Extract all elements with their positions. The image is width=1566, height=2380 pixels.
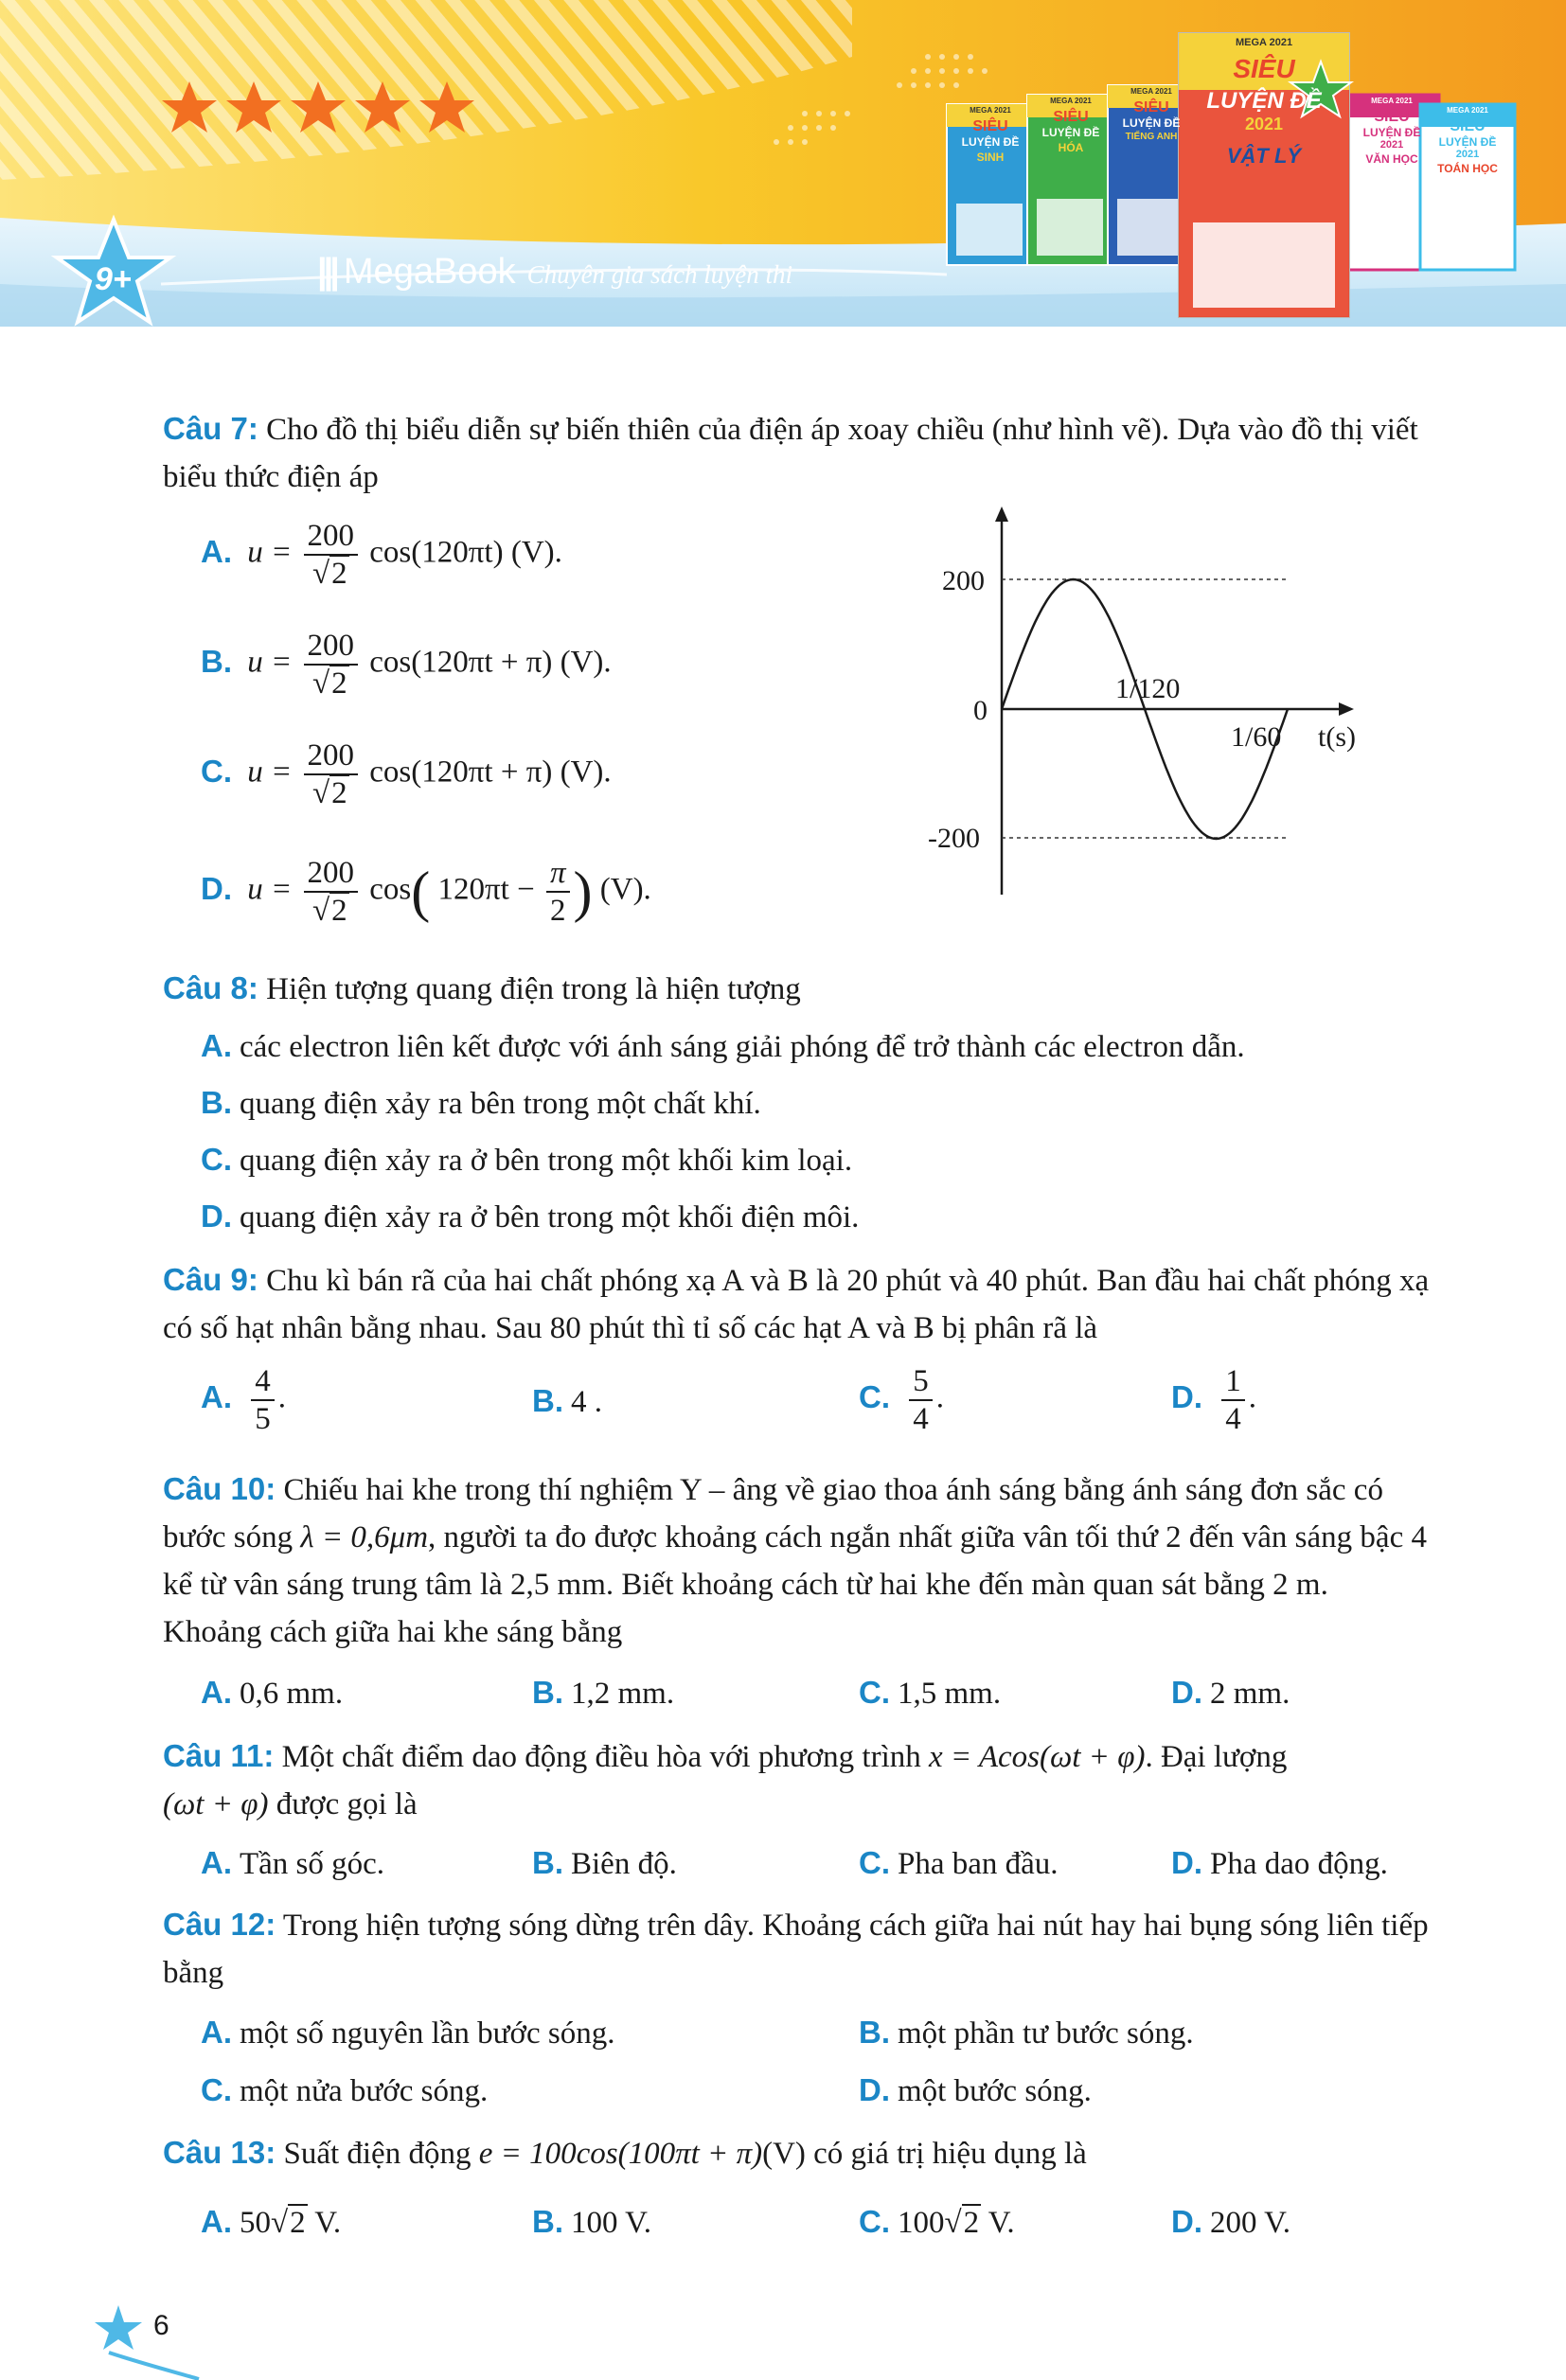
option-unit: (V). [560, 645, 612, 680]
book-year: 2021 [1244, 115, 1284, 133]
book-series: MEGA 2021 [1371, 97, 1413, 105]
question-text: Trong hiện tượng sóng dừng trên dây. Khoảng cách giữa hai nút hay hai bụng sóng liên tiếp bằng [163, 1909, 1429, 1990]
option-suffix: V. [307, 2206, 342, 2240]
option-expression-prefix: cos [369, 872, 412, 907]
question-text-1: Chiếu hai khe trong thí nghiệm Y – âng về giao thoa ánh sáng bằng ánh sáng đơn sắc có bước sóng [163, 1473, 1383, 1554]
option-label: A. [201, 1028, 232, 1063]
y-bottom-label: -200 [928, 823, 980, 854]
option-fraction [304, 628, 359, 702]
option-expression-inner: 120πt − [437, 872, 535, 907]
brand-name: MegaBook [343, 252, 516, 292]
header-banner [0, 0, 1566, 327]
equation: e = 100cos(100πt + π) [478, 2137, 763, 2171]
option-label: B. [859, 2015, 890, 2050]
option-label: B. [532, 1383, 563, 1418]
option-label: D. [1171, 2204, 1202, 2239]
option-label: D. [1171, 1675, 1202, 1710]
book-title-2: LUYỆN ĐỀ [961, 135, 1020, 149]
option-label: A. [201, 1845, 232, 1880]
option-label: D. [1171, 1845, 1202, 1880]
book-year: 2021 [1379, 139, 1404, 151]
option-unit: (V). [510, 535, 562, 570]
book-series: MEGA 2021 [1235, 37, 1293, 48]
book-series: MEGA 2021 [1447, 106, 1488, 115]
q7-option-d[interactable] [201, 855, 651, 929]
option-label: B. [532, 2204, 563, 2239]
q9-option-c[interactable] [859, 1363, 944, 1437]
fraction-denominator: √2 [311, 557, 347, 591]
fraction-denominator: √2 [311, 776, 347, 810]
option-fraction [304, 737, 359, 811]
option-unit: (V). [599, 872, 651, 907]
equation: x = Acos(ωt + φ) [929, 1740, 1146, 1774]
book-series: MEGA 2021 [970, 106, 1011, 115]
option-suffix: V. [981, 2206, 1015, 2240]
x-unit-label: t(s) [1318, 721, 1356, 753]
q10-option-b[interactable] [532, 1674, 674, 1713]
question-text-2: . Đại lượng [1145, 1740, 1288, 1774]
question-12 [163, 1901, 1432, 1997]
book-subject: VẬT LÝ [1226, 144, 1302, 168]
q11-option-a[interactable] [201, 1844, 384, 1883]
brand-logo[interactable] [317, 252, 792, 293]
book-series: MEGA 2021 [1050, 97, 1092, 105]
book-title: SIÊU [1450, 118, 1486, 134]
option-label: A. [201, 533, 232, 569]
option-label: A. [201, 2015, 232, 2050]
fraction-denominator: 5 [255, 1402, 271, 1436]
book-title-2: LUYỆN ĐỀ [1438, 135, 1497, 149]
option-text: một bước sóng. [898, 2074, 1092, 2108]
book-vat-ly [1179, 33, 1349, 317]
option-label: B. [532, 1675, 563, 1710]
option-suffix: . [1248, 1380, 1256, 1415]
radicand: 2 [331, 776, 347, 810]
fraction-denominator: 4 [1225, 1402, 1241, 1436]
q11-option-d[interactable] [1171, 1844, 1388, 1883]
radicand: 2 [290, 2206, 306, 2240]
option-fraction [251, 1363, 275, 1437]
option-label: C. [201, 753, 232, 789]
q12-option-d[interactable] [859, 2071, 1092, 2110]
question-8 [163, 965, 1432, 1013]
question-13 [163, 2129, 1432, 2177]
question-label: Câu 8: [163, 970, 258, 1005]
option-label: B. [201, 643, 232, 679]
fraction-numerator: 5 [909, 1363, 933, 1401]
q8-option-d[interactable] [201, 1198, 859, 1236]
option-text: 1,2 mm. [571, 1677, 675, 1711]
q12-option-c[interactable] [201, 2071, 488, 2110]
q10-option-d[interactable] [1171, 1674, 1290, 1713]
option-expression: cos(120πt + π) [369, 755, 553, 790]
book-toan-hoc [1420, 106, 1515, 175]
option-label: D. [201, 1199, 232, 1234]
question-text: Cho đồ thị biểu diễn sự biến thiên của điện áp xoay chiều (như hình vẽ). Dựa vào đồ thị viết biểu thức điện áp [163, 413, 1418, 494]
question-11 [163, 1732, 1432, 1828]
question-9 [163, 1256, 1432, 1352]
q13-option-c[interactable]: C. 100√2 V. [859, 2204, 1015, 2240]
option-label: A. [201, 1378, 232, 1414]
fraction-numerator: π [546, 855, 570, 893]
option-text: một số nguyên lần bước sóng. [240, 2016, 615, 2051]
option-lhs: u = [247, 872, 293, 907]
q7-option-b[interactable] [201, 628, 612, 702]
option-prefix: 100 [898, 2206, 945, 2240]
paren-open: ( [411, 861, 431, 923]
option-label: A. [201, 2204, 232, 2239]
option-expression: cos(120πt + π) [369, 645, 553, 680]
book-title: SIÊU [1233, 54, 1295, 83]
badge-text: 9+ [95, 261, 132, 297]
option-text: Pha dao động. [1210, 1847, 1388, 1881]
option-label: C. [859, 2204, 890, 2239]
fraction-denominator: 2 [549, 894, 566, 928]
question-label: Câu 10: [163, 1471, 276, 1506]
option-text: 200 V. [1210, 2206, 1290, 2240]
phase-expression: (ωt + φ) [163, 1787, 269, 1821]
option-fraction [1221, 1363, 1245, 1437]
option-label: C. [859, 1378, 890, 1414]
x-end-label: 1/60 [1231, 721, 1282, 753]
book-subject: HÓA [1058, 141, 1084, 154]
q12-option-b[interactable] [859, 2014, 1194, 2052]
question-text: Hiện tượng quang điện trong là hiện tượng [258, 972, 801, 1006]
option-lhs: u = [247, 645, 293, 680]
fraction-numerator: 4 [251, 1363, 275, 1401]
q8-option-b[interactable] [201, 1084, 761, 1123]
option-text: 100 V. [571, 2206, 651, 2240]
option-lhs: u = [247, 755, 293, 790]
question-text-2: (V) có giá trị hiệu dụng là [762, 2137, 1087, 2171]
brand-mark-icon: ||| [317, 252, 336, 292]
radicand: 2 [331, 894, 347, 928]
option-text: các electron liên kết được với ánh sáng giải phóng để trở thành các electron dẫn. [240, 1030, 1245, 1064]
option-text: một nửa bước sóng. [240, 2074, 489, 2108]
q13-option-d[interactable] [1171, 2203, 1290, 2242]
question-10 [163, 1465, 1432, 1656]
fraction-denominator: 4 [913, 1402, 929, 1436]
option-text: quang điện xảy ra bên trong một chất khí. [240, 1087, 761, 1121]
fraction-numerator: 200 [304, 628, 359, 666]
y-zero-label: 0 [973, 695, 988, 726]
option-label: B. [532, 1845, 563, 1880]
book-subject: VĂN HỌC [1365, 152, 1418, 166]
question-label: Câu 11: [163, 1738, 275, 1773]
fraction-numerator: 200 [304, 518, 359, 556]
option-label: D. [201, 870, 232, 906]
question-text-1: Suất điện động [276, 2137, 479, 2171]
q7-option-a[interactable] [201, 518, 562, 592]
option-text: 4 . [571, 1385, 602, 1419]
q7-voltage-graph [909, 506, 1363, 904]
q8-option-c[interactable] [201, 1141, 852, 1180]
book-title: SIÊU [1133, 99, 1169, 115]
book-sinh [947, 106, 1034, 164]
option-label: C. [201, 1142, 232, 1177]
q11-option-b[interactable] [532, 1844, 677, 1883]
question-label: Câu 9: [163, 1262, 258, 1297]
option-text: 0,6 mm. [240, 1677, 344, 1711]
option-label: D. [1171, 1378, 1202, 1414]
question-label: Câu 13: [163, 2135, 276, 2170]
question-label: Câu 12: [163, 1907, 276, 1942]
inner-fraction [546, 855, 570, 929]
q10-option-c[interactable] [859, 1674, 1001, 1713]
option-text: 2 mm. [1210, 1677, 1290, 1711]
book-title: SIÊU [1053, 109, 1089, 125]
option-label: C. [859, 1675, 890, 1710]
q7-option-c[interactable] [201, 737, 612, 811]
question-text: Chu kì bán rã của hai chất phóng xạ A và B là 20 phút và 40 phút. Ban đầu hai chất phóng xạ có số hạt nhân bằng nhau. Sau 80 phút thì tỉ số các hạt A và B bị phân rã là [163, 1264, 1430, 1345]
option-text: Tần số góc. [240, 1847, 385, 1881]
book-title-2: LUYỆN ĐỀ [1362, 126, 1421, 139]
q9-option-d[interactable] [1171, 1363, 1256, 1437]
question-text-2: , người ta đo được khoảng cách ngắn nhất giữa vân tối thứ 2 đến vân sáng bậc 4 kể từ vân sáng trung tâm là 2,5 mm. Biết khoảng cách từ hai khe đến màn quan sát bằng 2 m. Khoảng cách giữa hai khe sáng bằng [163, 1520, 1427, 1649]
book-tieng-anh [1108, 87, 1195, 142]
option-label: D. [859, 2072, 890, 2107]
q11-option-c[interactable] [859, 1844, 1059, 1883]
book-title: SIÊU [972, 118, 1008, 134]
radicand: 2 [963, 2206, 980, 2240]
question-text-1: Một chất điểm dao động điều hòa với phương trình [274, 1740, 929, 1774]
option-text: quang điện xảy ra ở bên trong một khối điện môi. [240, 1200, 860, 1234]
fraction-denominator: √2 [311, 894, 347, 928]
question-label: Câu 7: [163, 411, 258, 446]
q9-option-a[interactable] [201, 1363, 286, 1437]
book-subject: SINH [976, 151, 1005, 164]
q8-option-a[interactable] [201, 1027, 1245, 1066]
option-unit: (V). [560, 755, 612, 790]
option-lhs: u = [247, 535, 293, 570]
book-title-2: LUYỆN ĐỀ [1041, 126, 1100, 139]
option-fraction [304, 518, 359, 592]
book-subject: TOÁN HỌC [1437, 162, 1498, 175]
option-fraction [304, 855, 359, 929]
book-title-2: LUYỆN ĐỀ [1122, 116, 1181, 130]
book-title-2: LUYỆN ĐỀ [1206, 88, 1322, 114]
option-label: C. [201, 2072, 232, 2107]
q9-option-b[interactable] [532, 1382, 602, 1421]
q10-option-a[interactable] [201, 1674, 343, 1713]
q13-option-b[interactable] [532, 2203, 651, 2242]
q12-option-a[interactable] [201, 2014, 614, 2052]
wavelength-expression: λ = 0,6μm [300, 1520, 429, 1554]
page-number: 6 [153, 2310, 169, 2341]
book-series: MEGA 2021 [1130, 87, 1172, 96]
option-label: B. [201, 1085, 232, 1120]
radicand: 2 [331, 666, 347, 701]
option-expression: cos(120πt) [369, 535, 504, 570]
y-top-label: 200 [942, 565, 985, 596]
fraction-numerator: 200 [304, 855, 359, 893]
x-axis-arrow [1339, 702, 1354, 716]
option-text: Pha ban đầu. [898, 1847, 1059, 1881]
q13-option-a[interactable]: A. 50√2 V. [201, 2204, 342, 2240]
fraction-denominator: √2 [311, 666, 347, 701]
option-prefix: 50 [240, 2206, 271, 2240]
option-suffix: . [935, 1380, 944, 1415]
option-text: quang điện xảy ra ở bên trong một khối kim loại. [240, 1144, 853, 1178]
option-suffix: . [277, 1380, 286, 1415]
option-text: 1,5 mm. [898, 1677, 1002, 1711]
y-axis-arrow [995, 506, 1008, 522]
x-mid-label: 1/120 [1115, 673, 1181, 704]
option-label: C. [859, 1845, 890, 1880]
brand-tagline: Chuyên gia sách luyện thi [526, 260, 793, 289]
radicand: 2 [331, 557, 347, 591]
fraction-numerator: 1 [1221, 1363, 1245, 1401]
option-fraction [909, 1363, 933, 1437]
book-subject: TIẾNG ANH [1125, 132, 1178, 142]
option-text: một phần tư bước sóng. [898, 2016, 1194, 2051]
book-title: SIÊU [1374, 109, 1410, 125]
question-text-3: được gọi là [268, 1787, 418, 1821]
book-hoa [1027, 97, 1114, 154]
fraction-numerator: 200 [304, 737, 359, 775]
option-text: Biên độ. [571, 1847, 677, 1881]
footer-star-icon [90, 2296, 204, 2380]
paren-close: ) [573, 861, 593, 923]
option-label: A. [201, 1675, 232, 1710]
question-7 [163, 405, 1432, 501]
book-year: 2021 [1455, 149, 1480, 160]
